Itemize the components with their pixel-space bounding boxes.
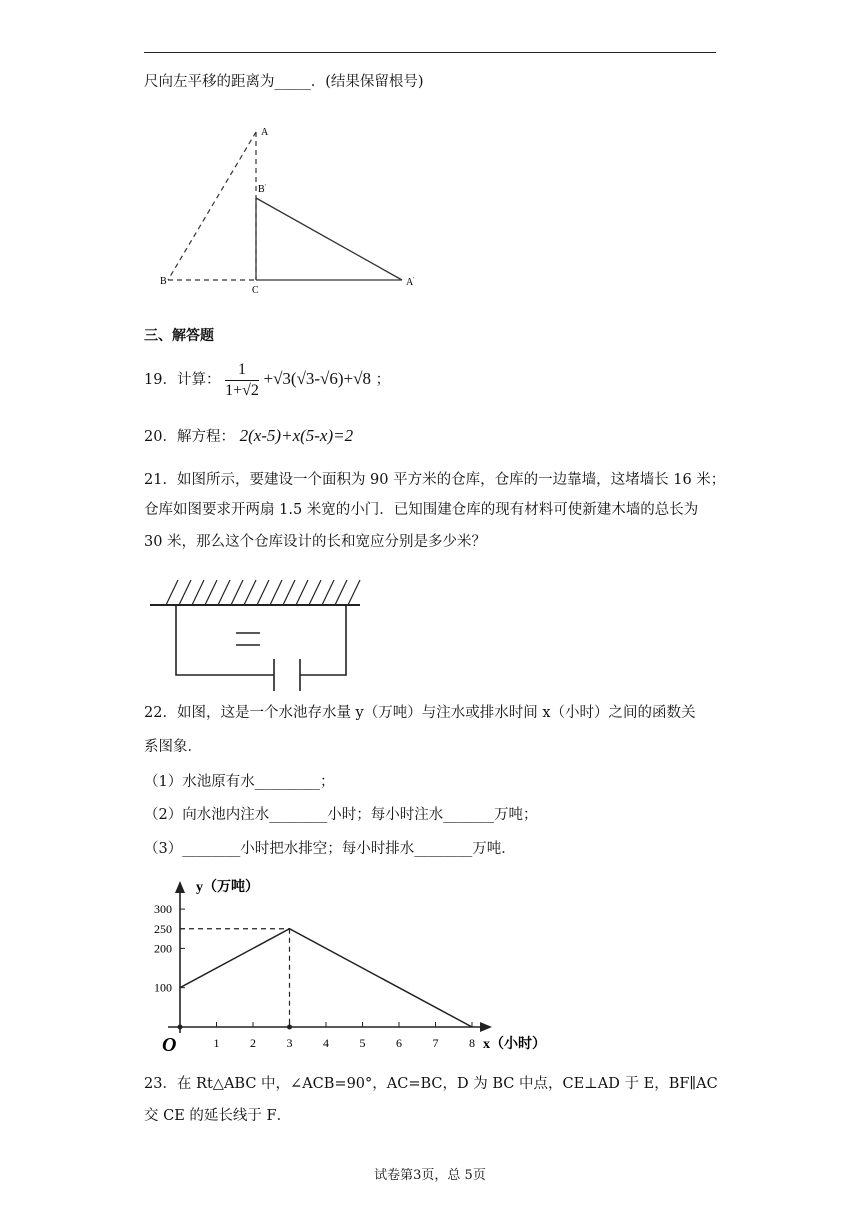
y-tick-label: 300 [154,902,172,917]
wall-hatch [283,580,295,605]
wall-hatch [179,580,191,605]
label-A: A [261,127,269,138]
q19-numerator: 1 [225,360,259,381]
peak-foot-point [287,1025,292,1030]
q19-expression: +√3(√3-√6)+√8 [263,369,371,388]
wall-hatch [348,580,360,605]
q19-denominator: 1+√2 [225,381,259,399]
q21-line1: 21．如图所示，要建设一个面积为 90 平方米的仓库，仓库的一边靠墙，这堵墙长 16 米； [144,472,726,488]
q23-line1: 23．在 Rt△ABC 中，∠ACB=90°，AC=BC，D 为 BC 中点，CE⊥AD 于 E，BF∥AC [144,1076,718,1092]
q20-label: 20．解方程： [144,429,235,445]
wall-hatch [309,580,321,605]
y-tick-label: 250 [154,921,172,936]
water-tank-chart [150,875,560,1060]
q23-line2: 交 CE 的延长线于 F． [144,1108,292,1124]
label-C: C [252,285,259,296]
label-B: B [160,276,167,287]
y-axis-arrow [175,881,185,893]
x-tick-label: 7 [432,1036,439,1050]
wall-hatch [270,580,282,605]
x-tick-label: 8 [469,1036,475,1050]
warehouse-figure [150,575,370,695]
origin-label: O [162,1034,177,1056]
q21-line3: 30 米，那么这个仓库设计的长和宽应分别是多少米？ [144,534,487,550]
wall-hatch [166,580,178,605]
x-tick-label: 3 [286,1036,293,1050]
wall-hatch [218,580,230,605]
q22-sub1: （1）水池原有水_________； [144,774,335,790]
x-tick-label: 4 [323,1036,329,1050]
y-tick-label: 100 [154,980,172,995]
q20-equation: 2(x-5)+x(5-x)=2 [239,426,354,445]
q19-end: ； [375,372,391,388]
q19-fraction [225,360,259,401]
wall-hatch [257,580,269,605]
q18-triangle-figure [150,120,430,300]
wall-hatch [244,580,256,605]
x-tick-label: 5 [359,1036,366,1050]
q22-line2: 系图象． [144,739,202,755]
x-tick-label: 1 [213,1036,220,1050]
x-tick-label: 6 [396,1036,402,1050]
y-axis-label: y（万吨） [196,880,259,895]
q18-tail-text: 尺向左平移的距离为_____．(结果保留根号) [144,74,424,90]
page-footer: 试卷第3页，总 5页 [374,1168,486,1183]
label-A-prime: A' [406,277,415,288]
wall-hatch [205,580,217,605]
q19-label: 19．计算： [144,372,221,388]
q19 [144,352,390,406]
section-heading: 三、解答题 [144,328,214,344]
q22-sub2: （2）向水池内注水________小时；每小时注水_______万吨； [144,807,538,823]
wall-hatch [335,580,347,605]
q21-line2: 仓库如图要求开两扇 1.5 米宽的小门．已知围建仓库的现有材料可使新建木墙的总长为 [144,502,699,518]
wall-hatch [231,580,243,605]
wall-hatch [296,580,308,605]
x-axis-arrow [480,1022,492,1032]
q22-line1: 22．如图，这是一个水池存水量 y（万吨）与注水或排水时间 x（小时）之间的函数关 [144,705,696,721]
series-line [180,929,472,1027]
origin-point [178,1025,183,1030]
q20 [144,426,353,447]
x-tick-label: 2 [250,1036,256,1050]
x-axis-label: x（小时） [483,1037,546,1052]
wall-hatch [322,580,334,605]
label-B-prime: B' [258,184,266,195]
wall-hatch [192,580,204,605]
q22-sub3: （3）________小时把水排空；每小时排水________万吨． [144,841,516,857]
header-rule [144,52,716,53]
y-tick-label: 200 [154,941,172,956]
